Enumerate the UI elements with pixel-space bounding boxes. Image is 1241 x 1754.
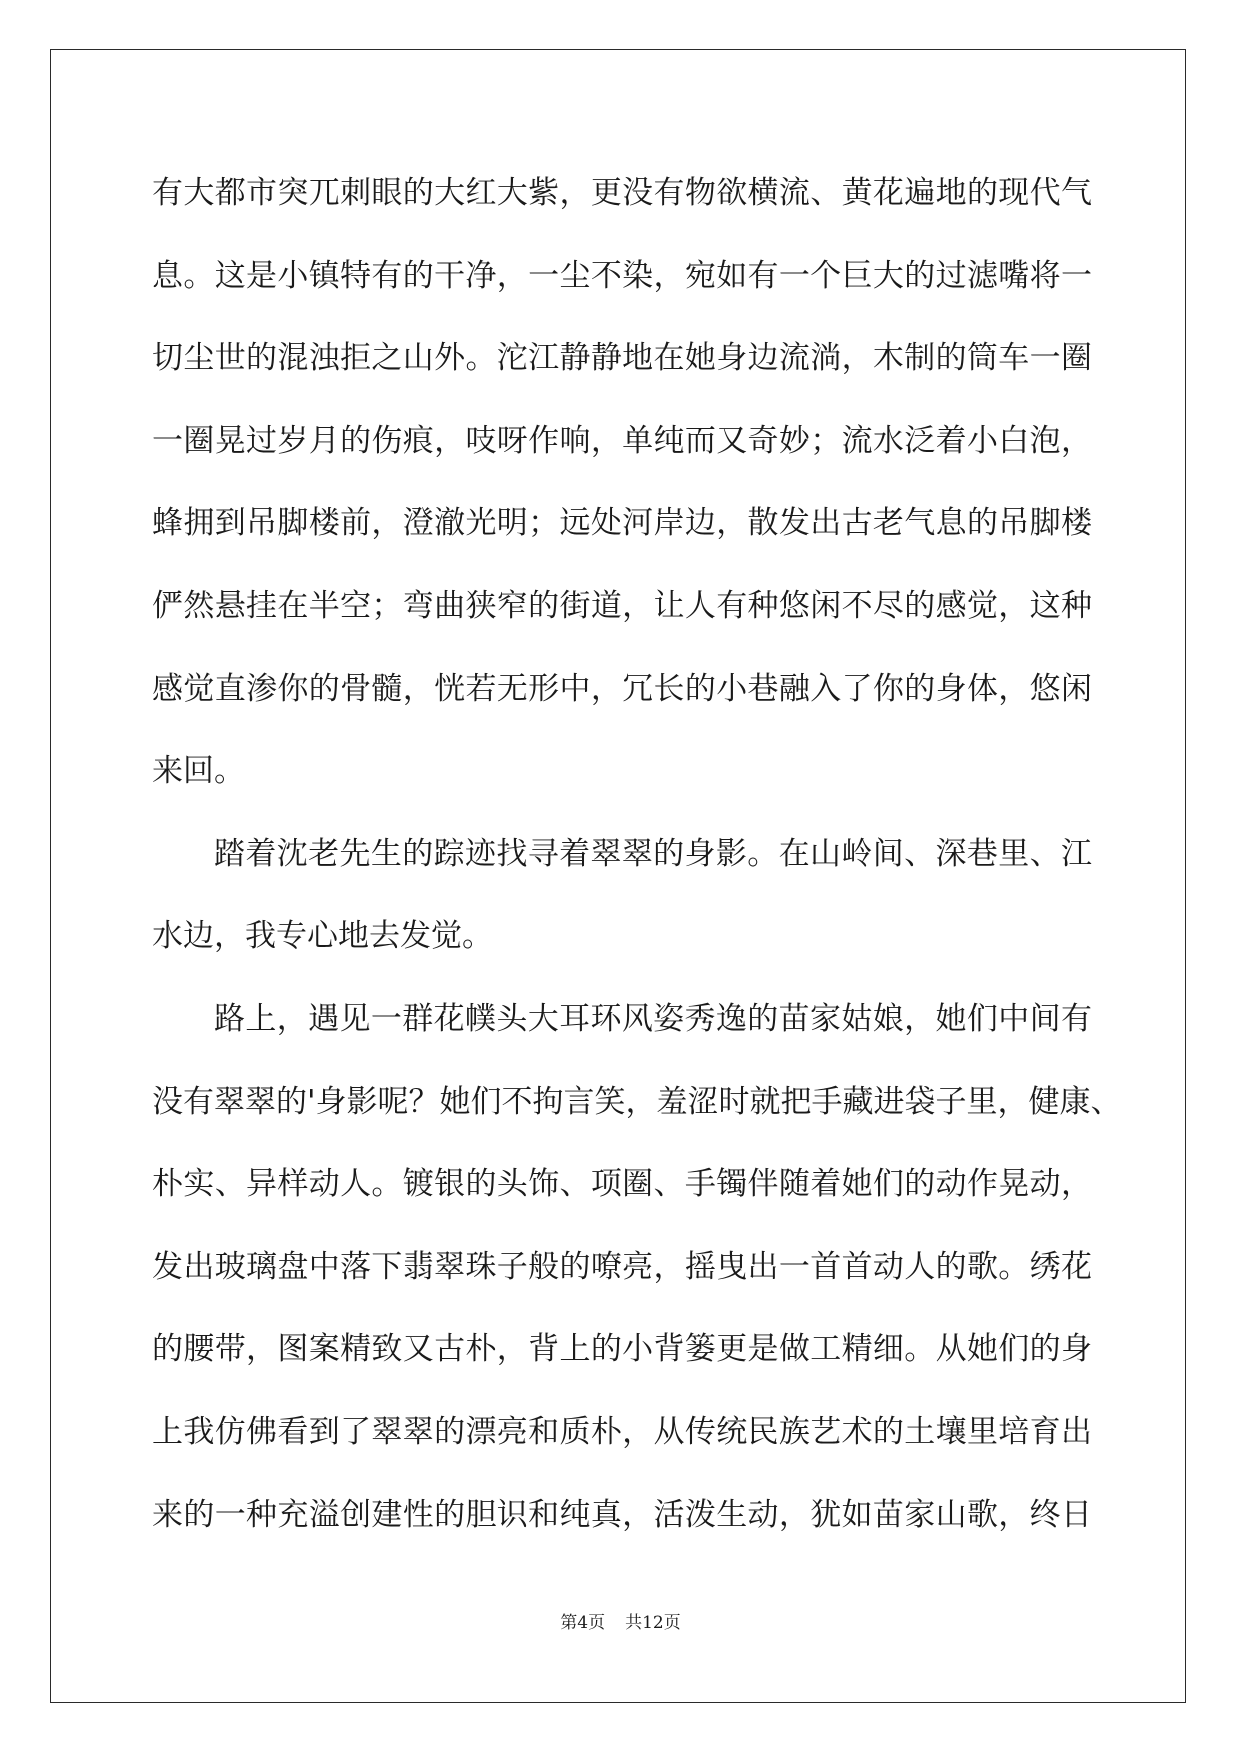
text-line: 来的一种充溢创建性的胆识和纯真，活泼生动，犹如苗家山歌，终日 bbox=[152, 1496, 1092, 1533]
page-total: 共12页 bbox=[625, 1613, 681, 1633]
text-line: 俨然悬挂在半空；弯曲狭窄的街道，让人有种悠闲不尽的感觉，这种 bbox=[152, 587, 1092, 624]
text-line: 路上，遇见一群花幞头大耳环风姿秀逸的苗家姑娘，她们中间有 bbox=[214, 1000, 1092, 1037]
page-footer bbox=[0, 1608, 1241, 1633]
text-line: 切尘世的混浊拒之山外。沱江静静地在她身边流淌，木制的筒车一圈 bbox=[152, 340, 1092, 377]
text-line: 蜂拥到吊脚楼前，澄澈光明；远处河岸边，散发出古老气息的吊脚楼 bbox=[152, 505, 1092, 542]
text-line: 有大都市突兀刺眼的大红大紫，更没有物欲横流、黄花遍地的现代气 bbox=[152, 175, 1092, 211]
text-line: 水边，我专心地去发觉。 bbox=[152, 918, 493, 955]
document-body bbox=[152, 163, 1122, 1567]
text-line: 感觉直渗你的骨髓，恍若无形中，冗长的小巷融入了你的身体，悠闲 bbox=[152, 670, 1092, 707]
text-line: 没有翠翠的'身影呢？她们不拘言笑，羞涩时就把手藏进袋子里，健康、 bbox=[152, 1083, 1122, 1120]
text-line: 发出玻璃盘中落下翡翠珠子般的嘹亮，摇曳出一首首动人的歌。绣花 bbox=[152, 1248, 1092, 1285]
text-line: 息。这是小镇特有的干净，一尘不染，宛如有一个巨大的过滤嘴将一 bbox=[152, 257, 1092, 294]
page-number: 第4页 bbox=[560, 1613, 606, 1633]
text-line: 来回。 bbox=[152, 753, 245, 790]
text-line: 的腰带，图案精致又古朴，背上的小背篓更是做工精细。从她们的身 bbox=[152, 1331, 1092, 1368]
text-line: 踏着沈老先生的踪迹找寻着翠翠的身影。在山岭间、深巷里、江 bbox=[214, 835, 1092, 872]
text-line: 朴实、异样动人。镀银的头饰、项圈、手镯伴随着她们的动作晃动， bbox=[152, 1166, 1092, 1203]
text-line: 上我仿佛看到了翠翠的漂亮和质朴，从传统民族艺术的土壤里培育出 bbox=[152, 1413, 1092, 1450]
text-line: 一圈晃过岁月的伤痕，吱呀作响，单纯而又奇妙；流水泛着小白泡， bbox=[152, 422, 1092, 459]
